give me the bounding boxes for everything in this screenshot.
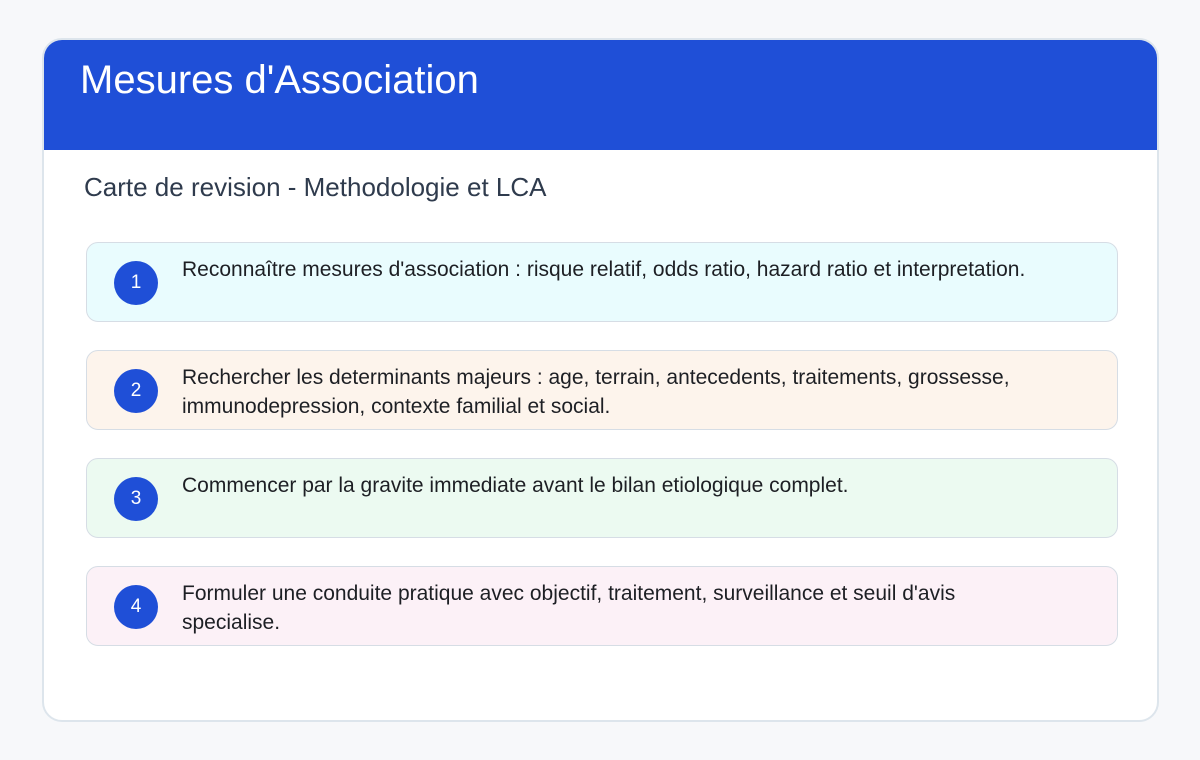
list-item-text: Formuler une conduite pratique avec objectif, traitement, surveillance et seuil d'avis specialise. <box>182 582 956 634</box>
list-item-text: Rechercher les determinants majeurs : age, terrain, antecedents, traitements, grossesse, immunodepression, contexte familial et social. <box>182 366 1010 418</box>
card-subtitle: Carte de revision - Methodologie et LCA <box>84 172 547 202</box>
step-number-badge: 4 <box>114 585 158 629</box>
revision-card <box>42 38 1159 722</box>
step-number-badge: 1 <box>114 261 158 305</box>
list-item <box>86 350 1118 430</box>
list-item <box>86 566 1118 646</box>
list-item-text: Reconnaître mesures d'association : risque relatif, odds ratio, hazard ratio et interpretation. <box>182 258 1026 281</box>
step-number-badge: 2 <box>114 369 158 413</box>
point-list <box>86 242 1118 674</box>
list-item <box>86 458 1118 538</box>
list-item <box>86 242 1118 322</box>
step-number-badge: 3 <box>114 477 158 521</box>
list-item-text: Commencer par la gravite immediate avant le bilan etiologique complet. <box>182 474 849 497</box>
card-title: Mesures d'Association <box>80 58 479 102</box>
card-header <box>44 40 1157 150</box>
